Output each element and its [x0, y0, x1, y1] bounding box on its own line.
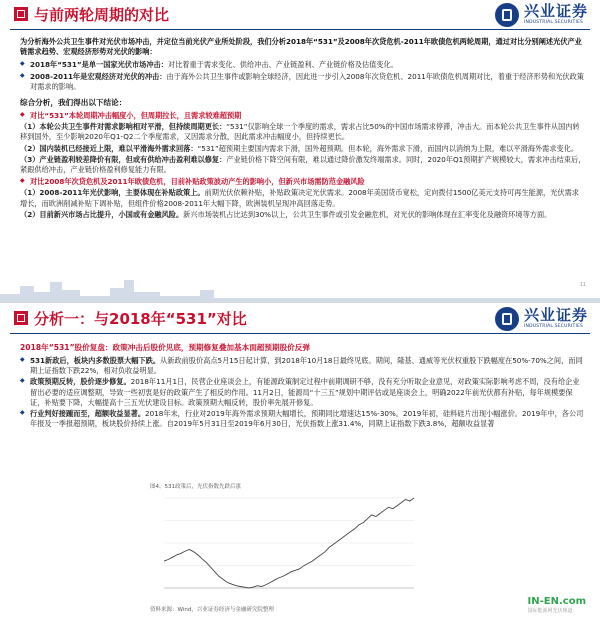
skyline-decoration	[0, 276, 600, 302]
slide-title: 分析一：与2018年“531”对比	[34, 310, 247, 328]
summary-title: 综合分析，我们得出以下结论：	[20, 98, 127, 108]
conclusion-point: （2）国内装机已经接近上限，难以平滑海外需求回落：“531”超预期主要国内需求下滑，国外超预期。但本轮，海外需求下滑，而国内以消纳为上限，难以平滑海外需求变化。	[20, 143, 579, 153]
conclusion-heading: ◆ 对比2008年次贷危机及2011年欧债危机，目前补贴政策波动产生的影响小，但新兴市场需防范金融风险	[20, 177, 586, 187]
page-number: 11	[579, 282, 586, 288]
bullet-item: ◆ 531新政后，板块内多数股票大幅下跌。从新政前股价高点5月15日起计算，到2018年10月18日最终见底。期间，隆基、通威等光伏权重股下跌幅度在50%-70%之间，而同期上证指数下跌22%，相对负收益明显。	[20, 356, 586, 376]
company-logo	[495, 306, 588, 332]
header-divider	[10, 29, 590, 30]
conclusion-point: （1）2008-2011年光伏影响，主要体现在补贴政策上。前期光伏依赖补贴，补贴政策决定光伏需求。2008年美国货币宽松，定向拨付1500亿美元支持可再生能源，光伏需求增长，而欧洲削减补贴下调补贴，但组件价格2008-2011年大幅下降，欧洲装机呈现冲高回落走势。	[20, 188, 579, 208]
section-icon	[14, 7, 28, 21]
slide-title: 与前两轮周期的对比	[34, 6, 170, 24]
logo-cn: 兴业证券	[523, 306, 588, 325]
line-chart	[158, 492, 420, 598]
logo-cn: 兴业证券	[523, 2, 588, 21]
bullet-item: ◆ 2008-2011年是宏观经济对光伏的冲击：由于海外公共卫生事件或影响全球经济，因此进一步引入2008年次贷危机、2011年欧债危机周期对比，着重于经济形势和光伏政策对需求的影响。	[20, 72, 586, 92]
conclusion-point: （1）本轮公共卫生事件对需求影响相对平滑，但持续周期更长：“531”仅影响全球一个季度的需求，需求占比50%的中国市场需求停滞，冲击大。而本轮公共卫生事件从国内转移到国外，至少影响2020年Q1-Q2二个季度需求，又因需求分散，因此需求冲击幅度小，但持续更长。	[20, 122, 580, 142]
slide-body	[0, 30, 600, 220]
chart-container	[150, 482, 422, 606]
conclusion-point: （3）产业链盈利较差降价有限，但或有供给冲击盈利难以修复：产业链价格下降空间有限，难以通过降价激发终端需求。同时，2020年Q1预期扩产规模较大，需求冲击结束后，紧跟供给冲击，产业链价格盈利修复能力有限。	[20, 154, 586, 174]
slide-header	[0, 0, 600, 30]
conclusion-point: （2）目前新兴市场占比提升，小国或有金融风险。新兴市场装机占比达到30%以上，公共卫生事件或引发金融危机，对光伏的影响体现在汇率变化及融资环境等方面。	[20, 209, 552, 219]
intro-text: 为分析海外公共卫生事件对光伏市场冲击，并定位当前光伏产业所处阶段，我们分析2018年“531”及2008年次贷危机-2011年欧债危机两轮周期，通过对比分别阐述光伏产业链需求趋势、宏观经济形势对光伏的影响：	[20, 37, 582, 57]
watermark: IN-EN.com 国际能源网光伏频道	[527, 596, 586, 614]
logo-mark-icon	[495, 307, 519, 331]
company-logo	[495, 2, 588, 28]
bullet-item: ◆ 2018年“531”是单一国家光伏市场冲击：对比着重于需求变化、供给冲击、产业链盈利、产业链价格及估值变化。	[20, 60, 586, 70]
bullet-item: ◆ 政策预期反转，股价逐步修复。2018年11月1日，民营企业座谈会上，有能源政策制定过程中前期调研不够，没有充分听取企业意见，对政策实际影响考虑不周，没有给企业留出必要的适应调整期，导致一些初衷是好的政策产生了相反的作用。11月2日，能源局“十三五”规划中期评估或是座谈会上，明确2022年前光伏都有补贴，每年规模要保证，补贴要下降，大幅提高十三五光伏建设目标。政策预期大幅反转，股价率先展开修复。	[20, 377, 586, 408]
chart-svg	[158, 492, 420, 598]
logo-en: INDUSTRIAL SECURITIES	[523, 20, 584, 26]
slide-body	[0, 353, 600, 430]
logo-mark-icon	[495, 3, 519, 27]
logo-en: INDUSTRIAL SECURITIES	[523, 324, 584, 330]
header-divider	[10, 333, 590, 334]
data-source: 资料来源：Wind，兴业证券经济与金融研究院整理	[150, 607, 274, 613]
slide-header	[0, 304, 600, 334]
slide-1	[0, 0, 600, 303]
conclusion-heading: ◆ 对比“531”本轮周期冲击幅度小，但周期拉长，且需求较难超预期	[20, 111, 586, 121]
slide-2	[0, 304, 600, 620]
chart-caption: 图4、531政策后，光伏指数先跌后涨	[150, 484, 241, 490]
section-heading: 2018年“531”股价复盘：政策冲击后股价见底，预期修复叠加基本面超预期股价反弹	[20, 343, 310, 352]
section-icon	[14, 311, 28, 325]
bullet-item: ◆ 行业判好接踵而至，超额收益显著。2018年末，行业对2019年海外需求预期大幅增长，预期同比增速达15%-30%。2019年初，硅料硅片出现小幅涨价。2019年中，各公司年报及一季报超预期，板块股价持续上涨。自2019年5月31日至2019年6月30日，光伏指数上涨31.4%，同期上证指数下跌3.8%，超额收益显著	[20, 409, 586, 429]
